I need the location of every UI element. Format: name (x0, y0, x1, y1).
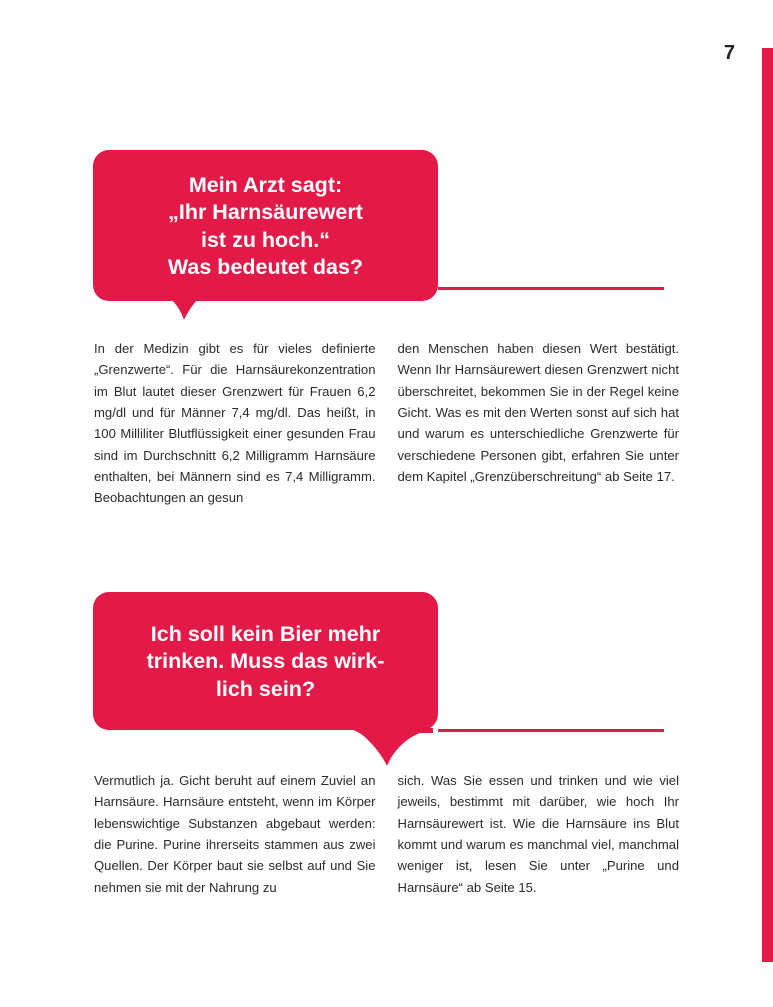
bubble-1-line-2: „Ihr Harnsäurewert (168, 200, 363, 225)
speech-bubble-1 (93, 150, 438, 301)
right-edge-accent-bar (762, 48, 773, 962)
bubble-2-line-1: Ich soll kein Bier mehr (150, 622, 381, 647)
body-copy-section-2 (94, 770, 679, 898)
bubble-1-rule (438, 287, 664, 290)
bubble-1-line-1: Mein Arzt sagt: (188, 173, 343, 197)
bubble-2-line-2: trinken. Muss das wirk- (146, 649, 385, 674)
column-right-2 (398, 770, 680, 898)
paragraph-left-2: Vermutlich ja. Gicht beruht auf einem Zuviel an Harnsäure. Harnsäure entsteht, wenn im Körper lebenswichtige Substanzen abgebaut werden: die Purine. Purine ihrerseits stammen aus zwei Quellen. Der Körper baut sie selbst auf und Sie nehmen sie mit der Nahrung zu (94, 773, 376, 895)
column-right-1 (398, 338, 680, 509)
paragraph-right-2: sich. Was Sie essen und trinken und wie viel jeweils, bestimmt mit darüber, wie hoch Ihr Harnsäurewert ist. Wie die Harnsäure ins Blut kommt und warum es manchmal viel, manchmal weniger ist, lesen Sie unter „Purine und Harnsäure“ ab Seite 15. (397, 773, 679, 895)
speech-bubble-2-tail-icon (341, 728, 433, 766)
paragraph-left-1: In der Medizin gibt es für vieles definierte „Grenzwerte“. Für die Harnsäurekonzentration im Blut lautet dieser Grenzwert für Frauen 6,2 mg/dl und für Männer 7,4 mg/dl. Das heißt, in 100 Milliliter Blutflüssigkeit einer gesunden Frau sind im Durchschnitt 6,2 Milligramm Harnsäure enthalten, bei Männern sind es 7,4 Milligramm. Beobachtungen an gesun (94, 341, 376, 506)
speech-bubble-1-tail-icon (146, 286, 224, 320)
speech-bubble-2 (93, 592, 438, 730)
speech-bubble-block-2 (93, 592, 438, 730)
page-number: 7 (723, 42, 735, 64)
bubble-2-line-3: lich sein? (215, 676, 316, 701)
bubble-1-line-4: Was bedeutet das? (167, 254, 364, 279)
paragraph-right-1: den Menschen haben diesen Wert bestätigt. Wenn Ihr Harnsäurewert diesen Grenzwert nicht überschreitet, bekommen Sie in der Regel keine Gicht. Was es mit den Werten sonst auf sich hat und warum es unterschiedliche Grenzwerte für verschiedene Personen gibt, erfahren Sie unter dem Kapitel „Grenzüberschreitung“ ab Seite 17. (397, 341, 679, 484)
body-copy-section-1 (94, 338, 679, 509)
bubble-2-rule (438, 729, 664, 732)
column-left-2 (94, 770, 376, 898)
bubble-1-line-3: ist zu hoch.“ (201, 227, 330, 252)
column-left-1 (94, 338, 376, 509)
speech-bubble-block-1 (93, 150, 438, 301)
